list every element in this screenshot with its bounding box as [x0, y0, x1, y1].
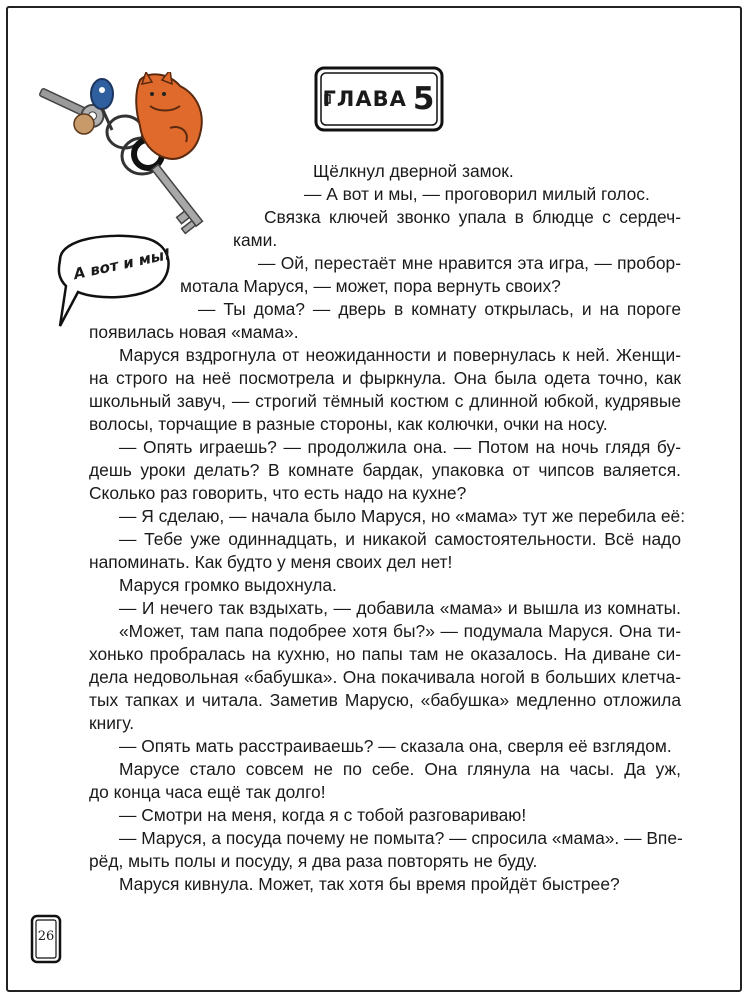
- text-line: до конца часа ещё так долго!: [89, 782, 326, 802]
- text-line: — Маруся, а посуда почему не помыта? — спросила «мама». — Впе-: [119, 828, 683, 848]
- text-line: — Я сделаю, — начала было Маруся, но «мама» тут же перебила её:: [119, 506, 686, 526]
- text-line: мотала Маруся, — может, пора вернуть своих?: [180, 276, 561, 296]
- text-line: Связка ключей звонко упала в блюдце с сердеч-: [264, 207, 681, 227]
- text-line: Маруся громко выдохнула.: [119, 575, 337, 595]
- text-line: Маруся кивнула. Может, так хотя бы время пройдёт быстрее?: [119, 874, 620, 894]
- text-line: рёд, мыть полы и посуду, я два раза повторять не буду.: [89, 851, 538, 871]
- text-line: Марусе стало совсем не по себе. Она глянула на часы. Да уж,: [119, 759, 681, 779]
- text-line: «Может, там папа подобрее хотя бы?» — подумала Маруся. Она ти-: [119, 621, 681, 641]
- text-line: — А вот и мы, — проговорил милый голос.: [304, 184, 650, 204]
- chapter-label: ГЛАВА: [322, 87, 407, 111]
- text-line: — Ой, перестаёт мне нравится эта игра, — пробор-: [258, 253, 681, 273]
- text-line: дела недовольная «бабушка». Она покачивала ногой в больших клетча-: [89, 667, 681, 687]
- text-line: напоминать. Как будто у меня своих дел нет!: [89, 552, 453, 572]
- text-line: дешь уроки делать? В комнате бардак, упаковка от чипсов валяется.: [89, 460, 681, 480]
- text-line: появилась новая «мама».: [89, 322, 299, 342]
- text-line: на строго на неё посмотрела и фыркнула. Она была одета точно, как: [89, 368, 681, 388]
- speech-bubble-text: А вот и мы!: [71, 244, 173, 284]
- text-line: хонько пробралась на кухню, но папы там не оказалось. На диване си-: [89, 644, 681, 664]
- text-line: ками.: [233, 230, 278, 250]
- text-line: Маруся вздрогнула от неожиданности и повернулась к ней. Женщи-: [119, 345, 681, 365]
- text-line: — И нечего так вздыхать, — добавила «мама» и вышла из комнаты.: [119, 598, 681, 618]
- text-line: книгу.: [89, 713, 135, 733]
- text-line: Щёлкнул дверной замок.: [313, 161, 514, 181]
- text-line: школьный завуч, — строгий тёмный костюм с длинной юбкой, кудрявые: [89, 391, 681, 411]
- text-line: — Опять мать расстраиваешь? — сказала она, сверля её взглядом.: [119, 736, 672, 756]
- text-line: — Смотри на меня, когда я с тобой разговариваю!: [119, 805, 527, 825]
- text-line: — Опять играешь? — продолжила она. — Потом на ночь глядя бу-: [119, 437, 681, 457]
- page-number: 26: [37, 929, 55, 944]
- text-line: Сколько раз говорить, что есть надо на кухне?: [89, 483, 467, 503]
- text-line: — Ты дома? — дверь в комнату открылась, и на пороге: [198, 299, 681, 319]
- text-line: тых тапках и читала. Заметив Марусю, «бабушка» медленно отложила: [89, 690, 681, 710]
- chapter-number: 5: [412, 81, 436, 117]
- text-line: волосы, торчащие в разные стороны, как колючки, очки на носу.: [89, 414, 608, 434]
- text-line: — Тебе уже одиннадцать, и никакой самостоятельности. Всё надо: [119, 529, 681, 549]
